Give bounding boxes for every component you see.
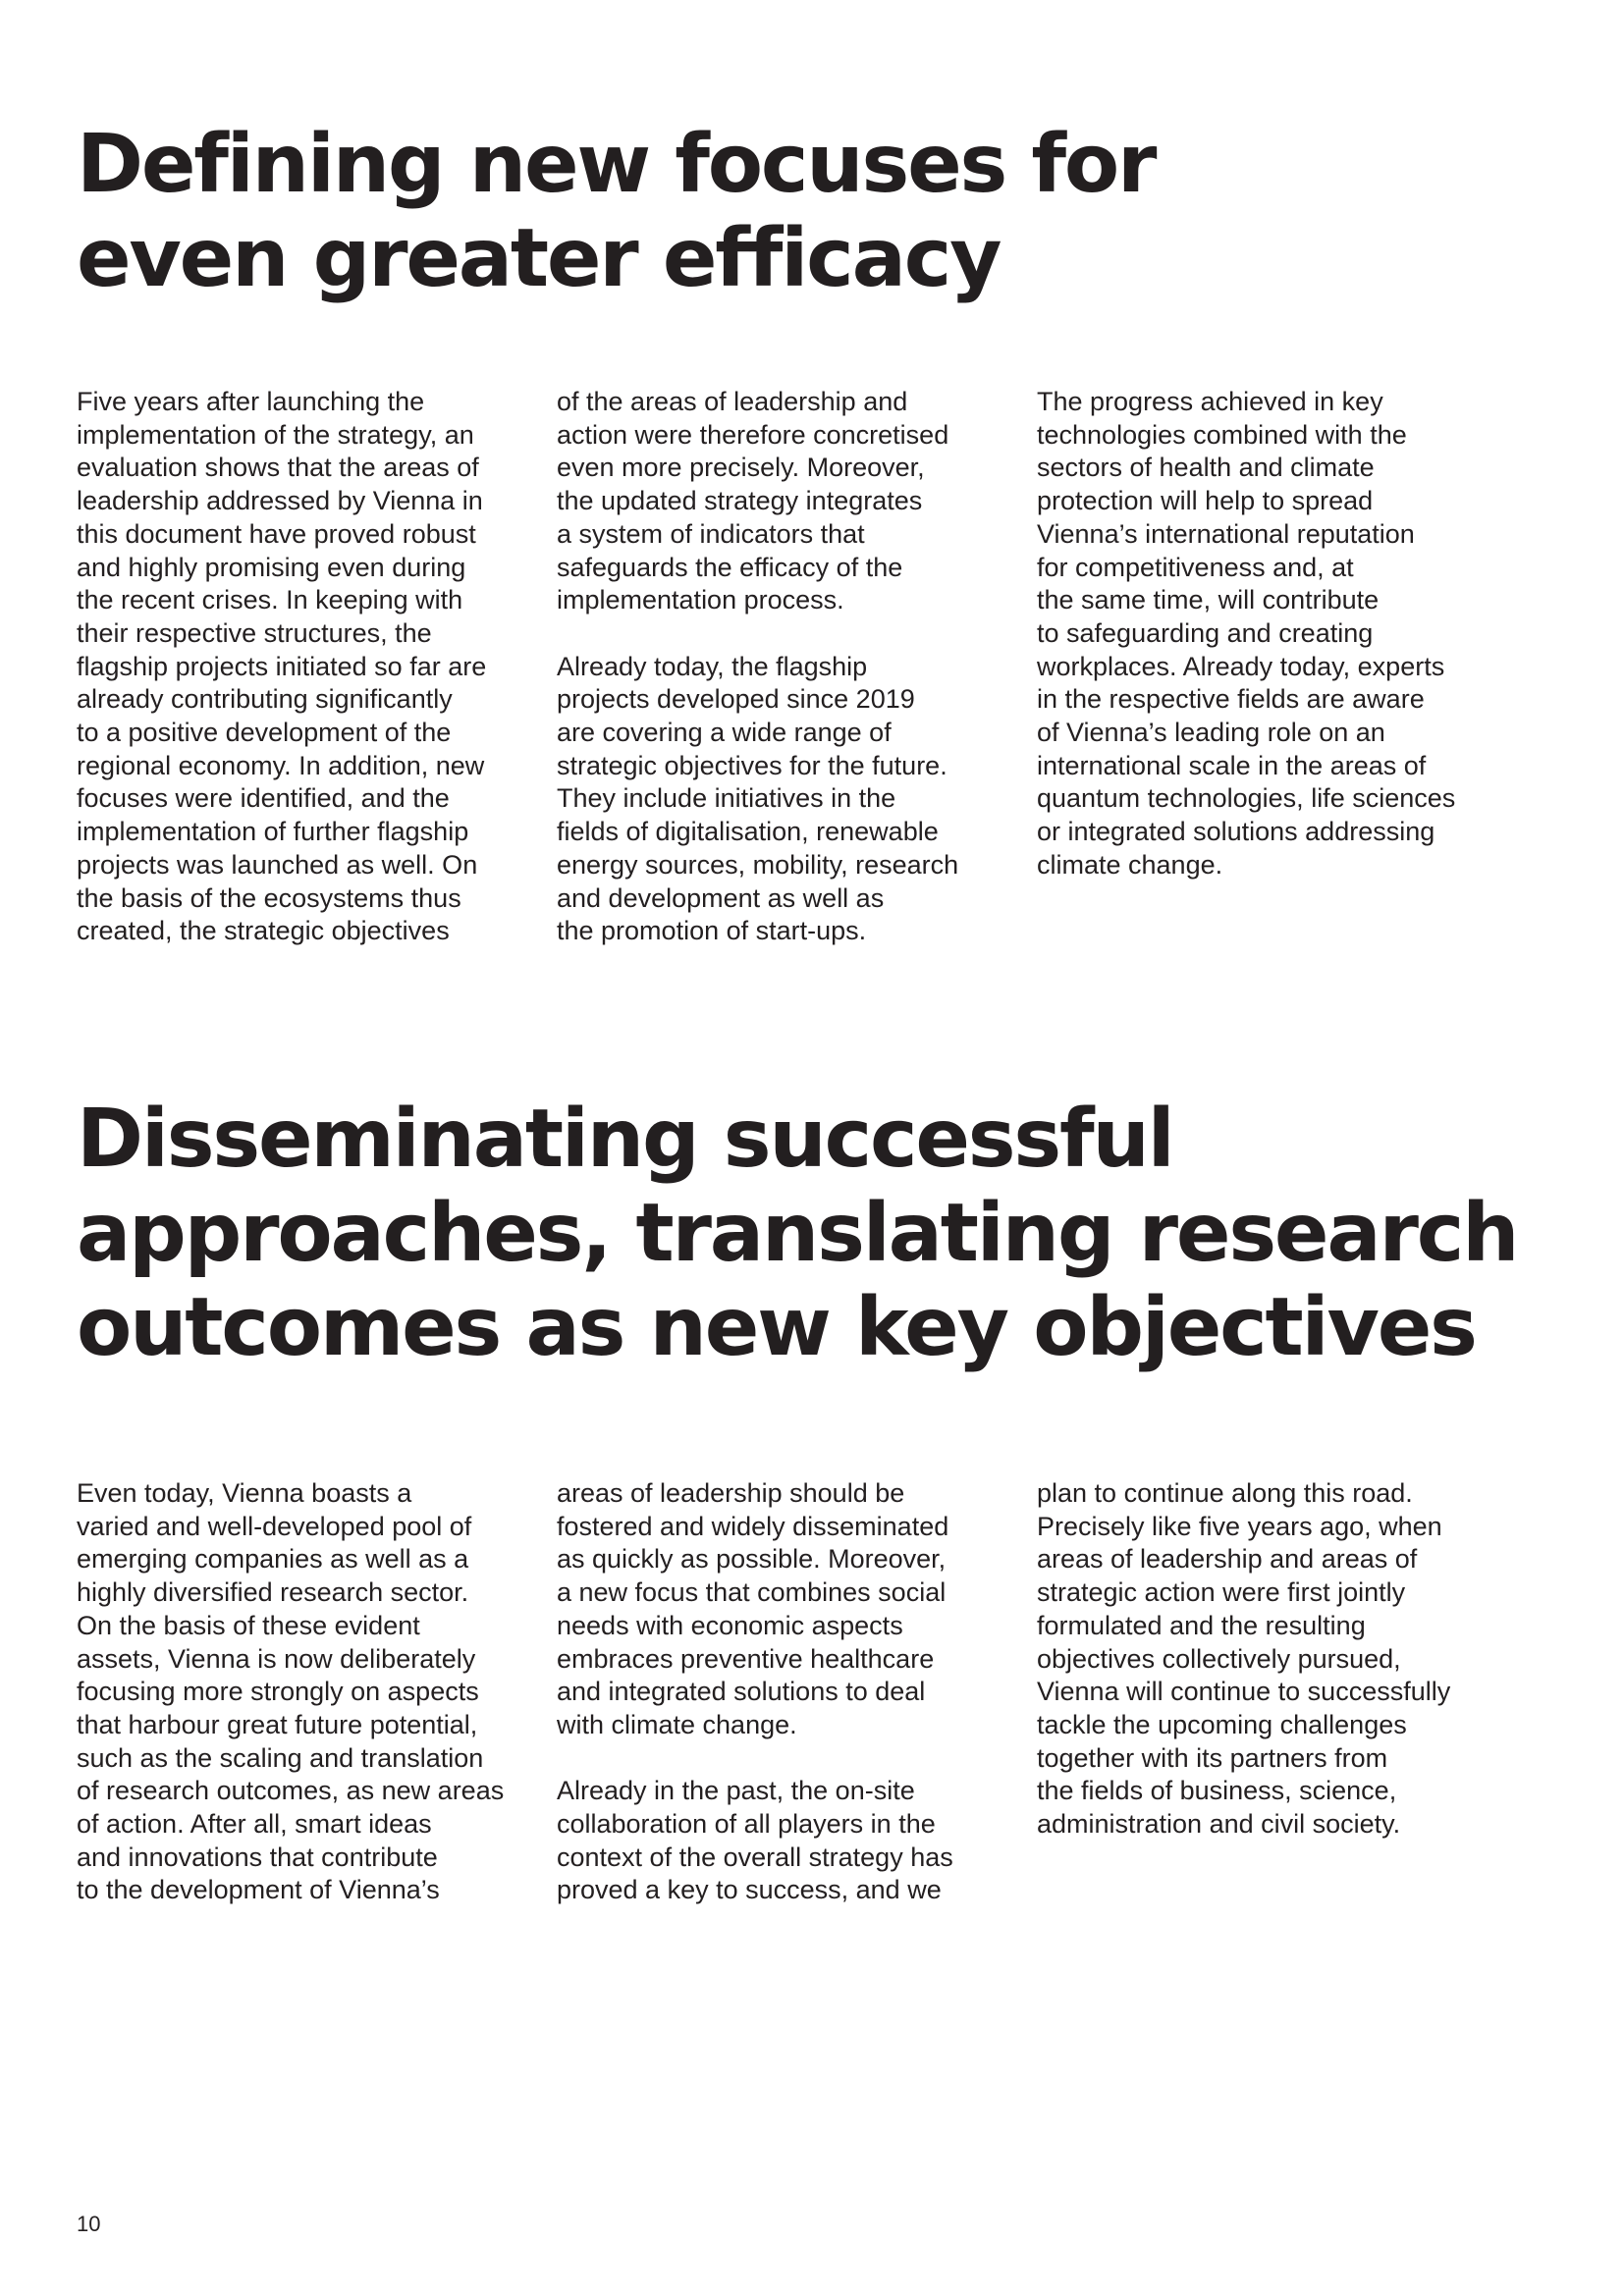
paragraph-line: of Vienna’s leading role on an (1037, 718, 1385, 748)
paragraph-line: and integrated solutions to deal (557, 1677, 926, 1707)
paragraph-line: even more precisely. Moreover, (557, 453, 925, 483)
paragraph-line: Even today, Vienna boasts a (77, 1478, 412, 1508)
paragraph-line: safeguards the efficacy of the (557, 552, 903, 582)
paragraph-line: climate change. (1037, 849, 1223, 880)
paragraph-line: evaluation shows that the areas of (77, 453, 479, 483)
paragraph-line: protection will help to spread (1037, 486, 1374, 516)
body-paragraph (1037, 386, 1469, 882)
paragraph-line: collaboration of all players in the (557, 1809, 936, 1840)
paragraph-line: They include initiatives in the (557, 783, 896, 814)
paragraph-line: or integrated solutions addressing (1037, 817, 1435, 847)
paragraph-line: flagship projects initiated so far are (77, 651, 487, 681)
paragraph-line: plan to continue along this road. (1037, 1478, 1413, 1508)
heading-line: Disseminating successful (77, 1093, 1173, 1186)
paragraph-line: to the development of Vienna’s (77, 1875, 440, 1905)
paragraph-line: implementation of further flagship (77, 817, 469, 847)
paragraph-line: and innovations that contribute (77, 1842, 438, 1872)
body-paragraph (77, 386, 509, 948)
heading-line: outcomes as new key objectives (77, 1281, 1476, 1374)
body-paragraph (557, 1775, 989, 1907)
paragraph-line: projects was launched as well. On (77, 849, 478, 880)
paragraph-line: Vienna will continue to successfully (1037, 1677, 1451, 1707)
paragraph-line: Five years after launching the (77, 387, 425, 416)
paragraph-line: The progress achieved in key (1037, 387, 1383, 416)
paragraph-line: that harbour great future potential, (77, 1709, 478, 1739)
paragraph-line: and highly promising even during (77, 552, 466, 582)
paragraph-line: technologies combined with the (1037, 419, 1407, 450)
paragraph-line: varied and well-developed pool of (77, 1511, 472, 1541)
paragraph-line: leadership addressed by Vienna in (77, 486, 483, 516)
paragraph-line: a new focus that combines social (557, 1577, 947, 1608)
paragraph-line: regional economy. In addition, new (77, 750, 485, 780)
paragraph-line: quantum technologies, life sciences (1037, 783, 1456, 814)
paragraph-line: highly diversified research sector. (77, 1577, 469, 1608)
paragraph-line: focusing more strongly on aspects (77, 1677, 479, 1707)
body-paragraph (77, 1477, 509, 1907)
paragraph-line: context of the overall strategy has (557, 1842, 953, 1872)
paragraph-line: fields of digitalisation, renewable (557, 817, 939, 847)
body-paragraph (557, 1477, 989, 1742)
paragraph-line: international scale in the areas of (1037, 750, 1427, 780)
paragraph-line: the promotion of start-ups. (557, 916, 867, 946)
paragraph-line: and development as well as (557, 882, 885, 913)
paragraph-line: energy sources, mobility, research (557, 849, 959, 880)
paragraph-line: strategic action were first jointly (1037, 1577, 1406, 1608)
paragraph-line: the same time, will contribute (1037, 585, 1380, 615)
paragraph-line: workplaces. Already today, experts (1037, 651, 1445, 681)
section-2-heading (77, 1093, 1517, 1375)
text-column-3 (1037, 386, 1469, 882)
paragraph-line: such as the scaling and translation (77, 1742, 484, 1773)
body-paragraph (557, 651, 989, 948)
text-column-3 (1037, 1477, 1469, 1842)
paragraph-line: of research outcomes, as new areas (77, 1776, 505, 1806)
paragraph-line: to safeguarding and creating (1037, 617, 1374, 648)
paragraph-line: implementation process. (557, 585, 844, 615)
section-1-heading (77, 118, 1155, 306)
paragraph-line: the recent crises. In keeping with (77, 585, 463, 615)
paragraph-line: this document have proved robust (77, 518, 476, 549)
paragraph-line: projects developed since 2019 (557, 684, 915, 715)
paragraph-line: to a positive development of the (77, 718, 452, 748)
paragraph-line: Already today, the flagship (557, 651, 868, 681)
paragraph-line: together with its partners from (1037, 1742, 1388, 1773)
body-paragraph (557, 386, 989, 617)
paragraph-line: administration and civil society. (1037, 1809, 1401, 1840)
paragraph-line: their respective structures, the (77, 617, 432, 648)
paragraph-line: strategic objectives for the future. (557, 750, 947, 780)
paragraph-line: for competitiveness and, at (1037, 552, 1354, 582)
paragraph-line: of action. After all, smart ideas (77, 1809, 432, 1840)
paragraph-line: created, the strategic objectives (77, 916, 450, 946)
paragraph-line: the basis of the ecosystems thus (77, 882, 461, 913)
paragraph-line: assets, Vienna is now deliberately (77, 1643, 476, 1674)
text-column-1 (77, 386, 509, 948)
paragraph-line: objectives collectively pursued, (1037, 1643, 1401, 1674)
paragraph-line: Already in the past, the on-site (557, 1776, 915, 1806)
text-column-1 (77, 1477, 509, 1907)
paragraph-line: areas of leadership should be (557, 1478, 905, 1508)
paragraph-line: with climate change. (557, 1709, 797, 1739)
text-column-2 (557, 386, 989, 948)
paragraph-line: sectors of health and climate (1037, 453, 1375, 483)
paragraph-line: embraces preventive healthcare (557, 1643, 935, 1674)
paragraph-line: needs with economic aspects (557, 1610, 903, 1640)
paragraph-line: implementation of the strategy, an (77, 419, 474, 450)
paragraph-line: already contributing significantly (77, 684, 453, 715)
paragraph-line: in the respective fields are aware (1037, 684, 1425, 715)
paragraph-line: On the basis of these evident (77, 1610, 420, 1640)
paragraph-line: Precisely like five years ago, when (1037, 1511, 1442, 1541)
paragraph-line: Vienna’s international reputation (1037, 518, 1415, 549)
paragraph-line: of the areas of leadership and (557, 387, 908, 416)
paragraph-line: focuses were identified, and the (77, 783, 450, 814)
text-column-2 (557, 1477, 989, 1907)
page-number: 10 (77, 2212, 101, 2236)
body-paragraph (1037, 1477, 1469, 1842)
paragraph-line: fostered and widely disseminated (557, 1511, 949, 1541)
paragraph-line: areas of leadership and areas of (1037, 1544, 1418, 1575)
heading-line: Defining new focuses for (77, 118, 1156, 211)
paragraph-line: a system of indicators that (557, 518, 865, 549)
paragraph-line: the updated strategy integrates (557, 486, 923, 516)
paragraph-line: are covering a wide range of (557, 718, 892, 748)
paragraph-line: the fields of business, science, (1037, 1776, 1397, 1806)
heading-line: approaches, translating research (77, 1187, 1518, 1280)
paragraph-line: proved a key to success, and we (557, 1875, 942, 1905)
paragraph-line: emerging companies as well as a (77, 1544, 469, 1575)
paragraph-line: as quickly as possible. Moreover, (557, 1544, 947, 1575)
heading-line: even greater efficacy (77, 212, 1001, 305)
paragraph-line: tackle the upcoming challenges (1037, 1709, 1407, 1739)
paragraph-line: action were therefore concretised (557, 419, 949, 450)
paragraph-line: formulated and the resulting (1037, 1610, 1366, 1640)
